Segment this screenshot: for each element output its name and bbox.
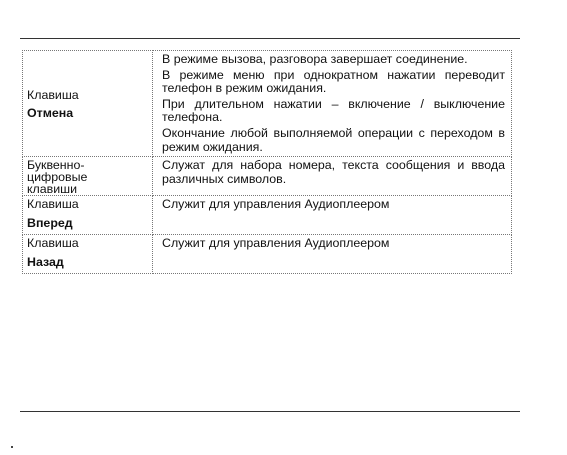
- key-name-cell: [23, 196, 153, 235]
- table-row-forward-key: [23, 196, 512, 235]
- description-paragraph: В режиме меню при однократном нажатии переводит телефон в режим ожидания.: [162, 67, 505, 96]
- description-paragraph: В режиме вызова, разговора завершает соединение.: [162, 52, 468, 66]
- description-paragraph: Окончание любой выполняемой операции с переходом в режим ожидания.: [162, 125, 505, 154]
- page-mark: [11, 446, 13, 448]
- table-row-alphanumeric-keys: [23, 157, 512, 196]
- description-paragraph: При длительном нажатии – включение / выключение телефона.: [162, 96, 505, 125]
- description-paragraph: Служат для набора номера, текста сообщения и ввода различных символов.: [162, 158, 505, 186]
- footer-rule: [20, 411, 520, 412]
- key-function-table: [22, 50, 512, 274]
- key-name: Назад: [27, 254, 64, 269]
- key-label: Клавиша: [27, 236, 79, 251]
- key-name-cell: [23, 157, 153, 196]
- key-name: Вперед: [27, 215, 73, 230]
- table-row-back-key: [23, 235, 512, 274]
- key-description-cell: [153, 157, 512, 196]
- key-label: Буквенно-: [27, 158, 85, 173]
- key-label: Клавиша: [27, 197, 79, 212]
- description-paragraph: Служит для управления Аудиоплеером: [162, 236, 390, 251]
- key-description-cell: [153, 235, 512, 274]
- key-label: клавиши: [27, 182, 78, 197]
- table-row-cancel-key: [23, 51, 512, 157]
- key-label: цифровые: [27, 170, 88, 185]
- key-name: Отмена: [27, 105, 74, 120]
- key-description-cell: [153, 196, 512, 235]
- key-name-cell: [23, 51, 153, 157]
- key-name-cell: [23, 235, 153, 274]
- header-rule: [20, 38, 520, 39]
- key-label: Клавиша: [27, 87, 79, 102]
- key-description-cell: [153, 51, 512, 157]
- description-paragraph: Служит для управления Аудиоплеером: [162, 197, 390, 212]
